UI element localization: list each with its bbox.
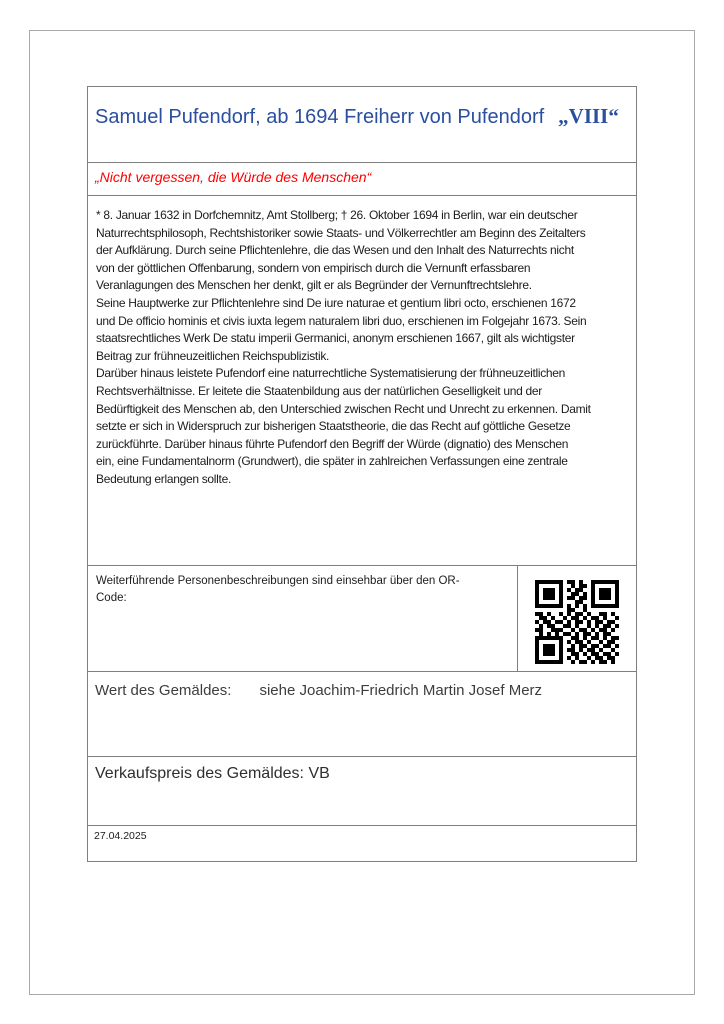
qr-note-cell: [88, 566, 518, 671]
value-row: [88, 672, 636, 757]
qr-image-cell: [518, 566, 636, 671]
qr-note-line1: Weiterführende Personenbeschreibungen sind einsehbar über den OR-: [96, 575, 460, 587]
title-numeral: „VIII“: [558, 104, 619, 128]
date-row: [88, 826, 636, 861]
date-text: 27.04.2025: [94, 830, 147, 842]
biography-cell: [88, 196, 636, 566]
info-table: [87, 86, 637, 862]
value-text: siehe Joachim-Friedrich Martin Josef Merz: [259, 682, 543, 699]
motto-text: „Nicht vergessen, die Würde des Menschen“: [95, 169, 372, 185]
value-label: Wert des Gemäldes:: [95, 682, 232, 699]
title-row: [88, 87, 636, 163]
qr-note-line2: Code:: [96, 592, 127, 604]
price-text: Verkaufspreis des Gemäldes: VB: [95, 765, 330, 782]
biography-text: * 8. Januar 1632 in Dorfchemnitz, Amt Stollberg; † 26. Oktober 1694 in Berlin, war ein deutscher Naturrechtsphilosoph, Rechtshistoriker sowie Staats- und Völkerrechtler am Beginn des Zeitalters der Aufklärung. Durch seine Pflichtenlehre, die das Wesen und den Inhalt des Naturrechts nicht von der göttlichen Offenbarung, sondern von empirisch durch die Vernunft erfassbaren Veranlagungen des Menschen her denkt, gilt er als Begründer der Vernunftrechtslehre. Seine Hauptwerke zur Pflichtenlehre sind De iure naturae et gentium libri octo, erschienen 1672 und De officio hominis et civis iuxta legem naturalem libri duo, erschienen im Folgejahr 1673. Sein staatsrechtliches Werk De statu imperii Germanici, anonym erschienen 1667, gilt als wichtigster Beitrag zur frühneuzeitlichen Reichspublizistik. Darüber hinaus leistete Pufendorf eine naturrechtliche Systematisierung der frühneuzeitlichen Rechtsverhältnisse. Er leitete die Staatenbildung aus der natürlichen Geselligkeit und der Bedürftigkeit des Menschen ab, den Unterschied zwischen Recht und Unrecht zu erkennen. Damit setzte er sich in Widerspruch zur bisherigen Staatstheorie, die das Recht auf göttliche Gesetze zurückführte. Darüber hinaus führte Pufendorf den Begriff der Würde (dignatio) des Menschen ein, eine Fundamentalnorm (Grundwert), die später in zahlreichen Verfassungen eine zentrale Bedeutung erlangen sollte.: [96, 208, 591, 486]
price-row: [88, 757, 636, 826]
motto-row: [88, 163, 636, 196]
qr-row: [88, 566, 636, 672]
qr-code-image: [535, 580, 636, 664]
page-title: Samuel Pufendorf, ab 1694 Freiherr von Pufendorf: [95, 106, 545, 128]
